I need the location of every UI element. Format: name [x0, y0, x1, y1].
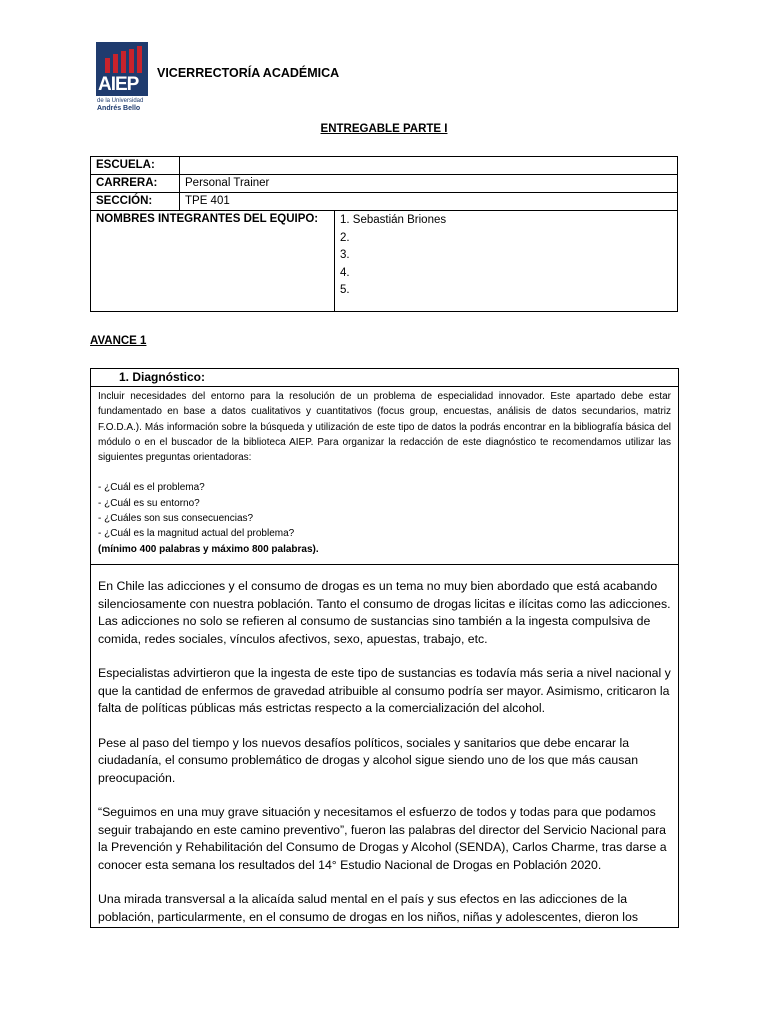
department-title: VICERRECTORÍA ACADÉMICA — [157, 66, 340, 80]
table-row — [91, 193, 678, 211]
carrera-label: CARRERA: — [91, 175, 180, 193]
diagnostico-heading: 1. Diagnóstico: — [91, 369, 678, 387]
question-item: - ¿Cuál es la magnitud actual del problema? — [98, 528, 295, 540]
diagnostico-body — [91, 565, 678, 926]
avance-heading: AVANCE 1 — [90, 335, 147, 347]
member-item: 4. — [340, 266, 350, 279]
team-info-table — [90, 156, 678, 312]
carrera-value: Personal Trainer — [180, 175, 678, 193]
table-row — [91, 211, 678, 312]
instructions-text: Incluir necesidades del entorno para la resolución de un problema de especialidad innovador. Este apartado debe estar fundamentado en base a datos cualitativos y cuantitativos (focus group, encuestas, análisis de datos secundarios, matriz F.O.D.A.). Más información sobre la búsqueda y utilización de este tipo de datos la podrás encontrar en la bibliografía básica del módulo o en el buscador de la biblioteca AIEP. Para organizar la redacción de este diagnóstico te recomendamos utilizar las siguientes preguntas orientadoras: — [98, 391, 671, 464]
member-item: 2. — [340, 231, 350, 244]
question-item: - ¿Cuál es el problema? — [98, 482, 205, 494]
body-paragraph: En Chile las adicciones y el consumo de drogas es un tema no muy bien abordado que está acabando silenciosamente con nuestra población. Tanto el consumo de drogas licitas e ilícitas como las adicciones. Las adicciones no solo se refieren al consumo de sustancias sino también a la ingesta compulsiva de comida, redes sociales, vínculos afectivos, sexo, apuestas, trabajo, etc. — [98, 579, 671, 646]
question-item: - ¿Cuál es su entorno? — [98, 497, 200, 509]
document-title: ENTREGABLE PARTE I — [320, 123, 448, 135]
member-item: 1. Sebastián Briones — [340, 214, 447, 226]
members-label: NOMBRES INTEGRANTES DEL EQUIPO: — [91, 211, 335, 312]
table-row — [91, 157, 678, 175]
escuela-label: ESCUELA: — [91, 157, 180, 175]
logo-text: AIEP — [98, 74, 139, 95]
body-paragraph: Una mirada transversal a la alicaída salud mental en el país y sus efectos en las adicciones de la población, particularmente, en el consumo de drogas en los niños, niñas y adolescentes, dieron los — [98, 892, 639, 924]
member-item: 5. — [340, 284, 350, 296]
logo-emblem — [96, 42, 148, 96]
body-paragraph: Especialistas advirtieron que la ingesta de este tipo de sustancias es todavía más seria a nivel nacional y que la cantidad de enfermos de gravedad atribuible al consumo podría ser mayor. Asimismo, criticaron la falta de políticas públicas más estrictas respecto a la comercialización del alcohol. — [98, 666, 671, 715]
escuela-value — [180, 157, 678, 175]
seccion-value: TPE 401 — [180, 193, 678, 211]
aiep-logo — [96, 42, 148, 114]
word-limit-note: (mínimo 400 palabras y máximo 800 palabras). — [98, 543, 319, 555]
table-row — [91, 175, 678, 193]
diagnostico-instructions — [91, 387, 678, 565]
diagnostico-section — [90, 368, 679, 928]
logo-subtitle: de la Universidad — [97, 98, 144, 104]
members-list — [335, 211, 678, 312]
member-item: 3. — [340, 249, 350, 261]
question-item: - ¿Cuáles son sus consecuencias? — [98, 513, 254, 525]
body-paragraph: Pese al paso del tiempo y los nuevos desafíos políticos, sociales y sanitarios que debe encarar la ciudadanía, el consumo problemático de drogas y alcohol sigue siendo uno de los que más causan preocupación. — [98, 735, 639, 785]
logo-university: Andrés Bello — [97, 105, 141, 112]
body-paragraph: “Seguimos en una muy grave situación y necesitamos el esfuerzo de todos y todas para que podamos seguir trabajando en este camino preventivo”, fueron las palabras del director del Servicio Nacional para la Prevención y Rehabilitación del Consumo de Drogas y Alcohol (SENDA), Carlos Charme, tras darse a conocer esta semana los resultados del 14° Estudio Nacional de Drogas en Población 2020. — [98, 805, 667, 872]
seccion-label: SECCIÓN: — [91, 193, 180, 211]
